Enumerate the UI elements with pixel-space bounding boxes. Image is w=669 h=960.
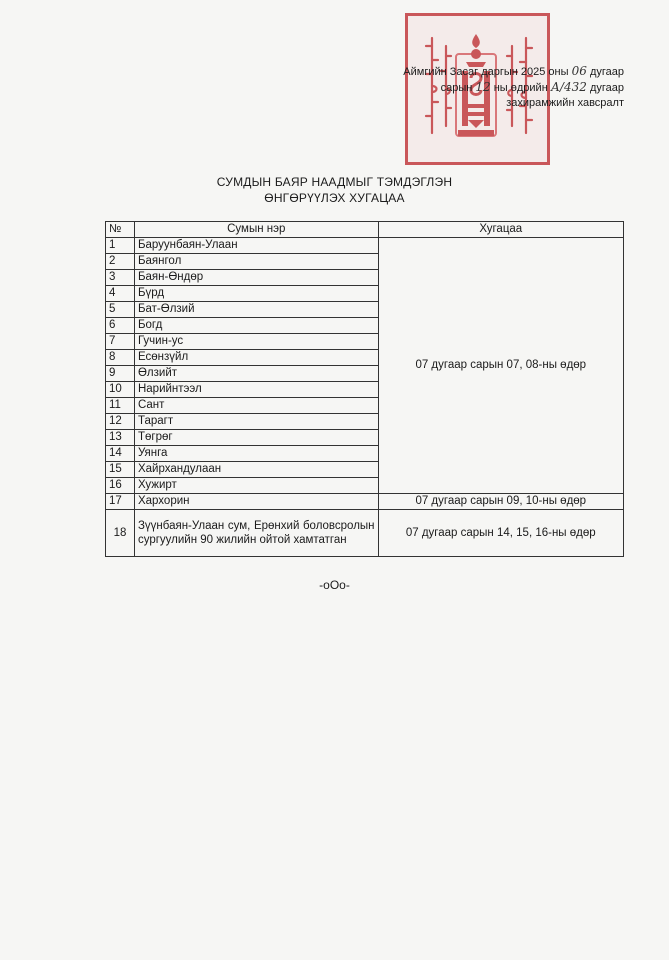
row-number: 7 bbox=[106, 334, 135, 350]
document-title bbox=[0, 174, 669, 206]
row-number: 10 bbox=[106, 382, 135, 398]
row-sum-name: Өлзийт bbox=[134, 366, 378, 382]
row-sum-name: Гучин-ус bbox=[134, 334, 378, 350]
row-sum-name: Хужирт bbox=[134, 478, 378, 494]
table-row bbox=[106, 494, 624, 510]
header-sum-name: Сумын нэр bbox=[134, 222, 378, 238]
header-number: № bbox=[106, 222, 135, 238]
row-number: 17 bbox=[106, 494, 135, 510]
row-number: 6 bbox=[106, 318, 135, 334]
row-sum-name: Нарийнтээл bbox=[134, 382, 378, 398]
row-number: 3 bbox=[106, 270, 135, 286]
title-line-2: ӨНГӨРҮҮЛЭХ ХУГАЦАА bbox=[264, 191, 405, 205]
row-sum-name: Хайрхандулаан bbox=[134, 462, 378, 478]
attachment-line-3: захирамжийн хавсралт bbox=[506, 97, 624, 109]
row-number: 11 bbox=[106, 398, 135, 414]
row-sum-name: Зүүнбаян-Улаан сум, Ерөнхий боловсролын сургуулийн 90 жилийн ойтой хамтатган bbox=[134, 510, 378, 557]
row-number: 12 bbox=[106, 414, 135, 430]
row-sum-name: Хархорин bbox=[134, 494, 378, 510]
handwritten-day: 12 bbox=[475, 80, 491, 94]
attachment-text: сарын bbox=[440, 82, 473, 94]
row-number: 9 bbox=[106, 366, 135, 382]
row-number: 5 bbox=[106, 302, 135, 318]
handwritten-month: 06 bbox=[571, 64, 587, 78]
row-number: 13 bbox=[106, 430, 135, 446]
row-sum-name: Бат-Өлзий bbox=[134, 302, 378, 318]
row-period: 07 дугаар сарын 09, 10-ны өдөр bbox=[378, 494, 623, 510]
row-sum-name: Баян-Өндөр bbox=[134, 270, 378, 286]
header-period: Хугацаа bbox=[378, 222, 623, 238]
row-sum-name: Сант bbox=[134, 398, 378, 414]
table-row bbox=[106, 510, 624, 557]
row-sum-name: Богд bbox=[134, 318, 378, 334]
attachment-text: дугаар bbox=[589, 82, 624, 94]
row-number: 18 bbox=[106, 510, 135, 557]
row-sum-name: Баруунбаян-Улаан bbox=[134, 238, 378, 254]
row-number: 14 bbox=[106, 446, 135, 462]
row-sum-name: Тарагт bbox=[134, 414, 378, 430]
table-header-row bbox=[106, 222, 624, 238]
row-sum-name: Есөнзүйл bbox=[134, 350, 378, 366]
attachment-line-2 bbox=[364, 80, 624, 96]
row-sum-name: Уянга bbox=[134, 446, 378, 462]
table-body bbox=[106, 238, 624, 557]
attachment-text: ны өдрийн bbox=[493, 82, 548, 94]
attachment-reference bbox=[364, 64, 624, 111]
handwritten-order-number: А/432 bbox=[550, 80, 587, 94]
row-number: 2 bbox=[106, 254, 135, 270]
schedule-table bbox=[105, 221, 624, 557]
row-number: 8 bbox=[106, 350, 135, 366]
row-period: 07 дугаар сарын 14, 15, 16-ны өдөр bbox=[378, 510, 623, 557]
row-number: 15 bbox=[106, 462, 135, 478]
row-sum-name: Төгрөг bbox=[134, 430, 378, 446]
row-sum-name: Баянгол bbox=[134, 254, 378, 270]
row-period-group-1: 07 дугаар сарын 07, 08-ны өдөр bbox=[378, 238, 623, 494]
attachment-text: дугаар bbox=[589, 66, 624, 78]
attachment-line-1 bbox=[364, 64, 624, 80]
row-sum-name: Бүрд bbox=[134, 286, 378, 302]
row-number: 16 bbox=[106, 478, 135, 494]
title-line-1: СУМДЫН БАЯР НААДМЫГ ТЭМДЭГЛЭН bbox=[216, 175, 453, 189]
row-number: 4 bbox=[106, 286, 135, 302]
attachment-text: Аймгийн Засаг даргын 2025 оны bbox=[403, 66, 569, 78]
table-row bbox=[106, 238, 624, 254]
end-mark: -oOo- bbox=[319, 578, 350, 592]
row-number: 1 bbox=[106, 238, 135, 254]
